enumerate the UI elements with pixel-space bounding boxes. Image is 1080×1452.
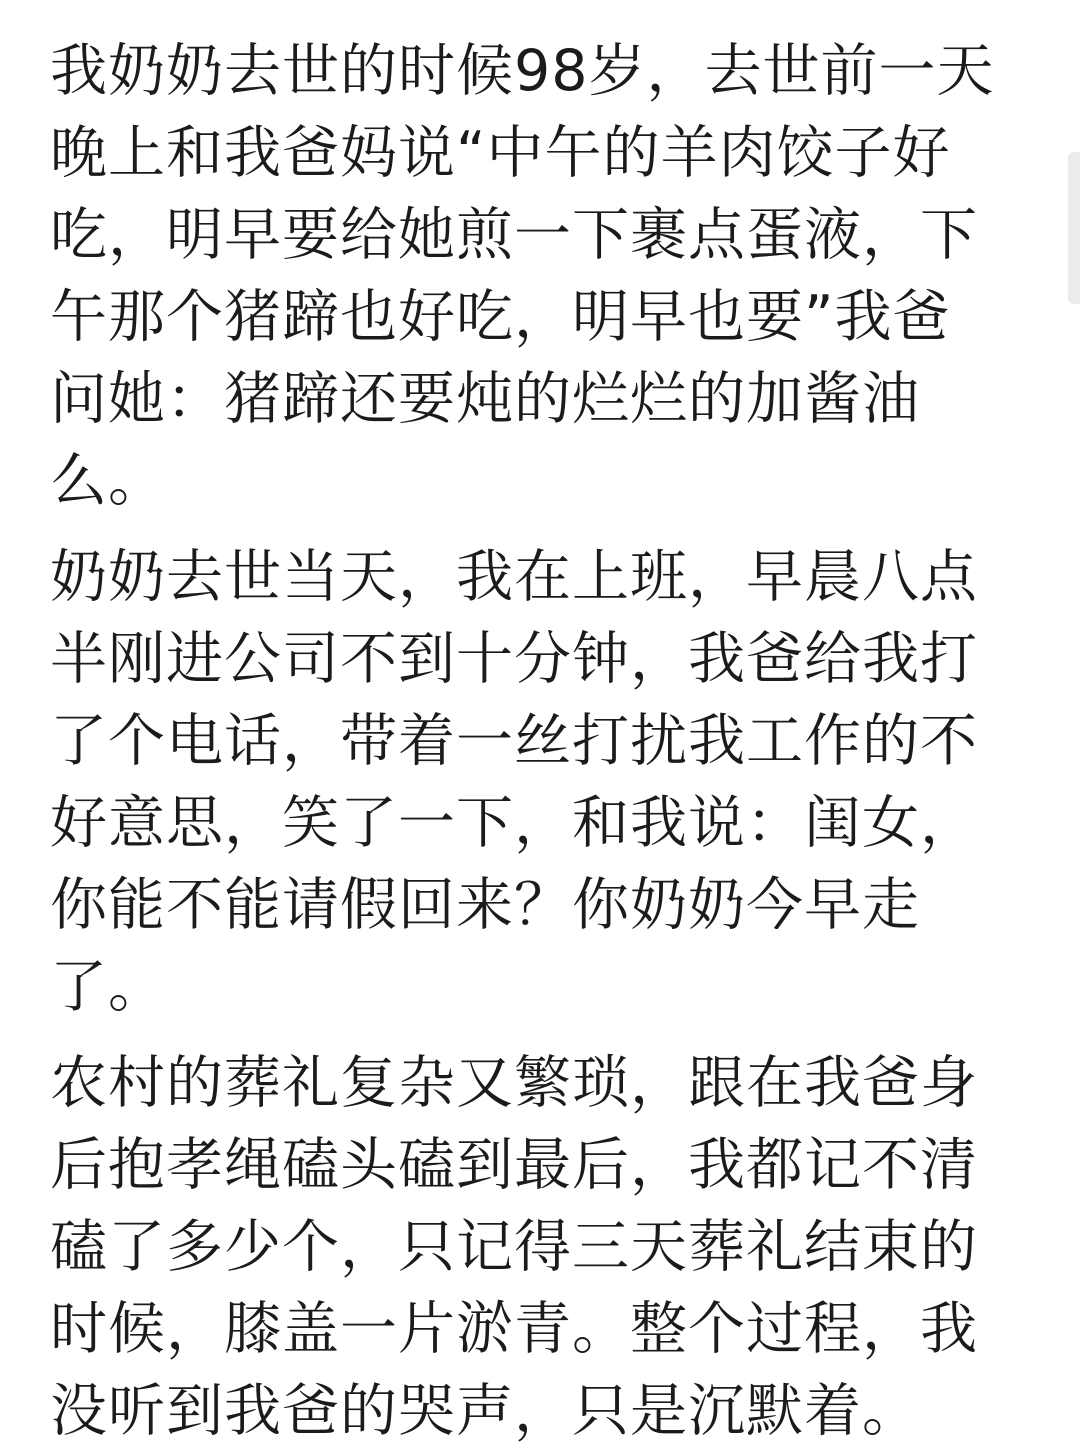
paragraph-3 <box>50 1042 980 1452</box>
text-line: 我奶奶去世的时候98岁，去世前一天 <box>50 38 995 104</box>
text-line: 没听到我爸的哭声，只是沉默着。 <box>50 1378 920 1444</box>
article-body <box>50 30 995 1452</box>
paragraph-1 <box>50 30 995 522</box>
text-line: 半刚进公司不到十分钟，我爸给我打 <box>50 626 978 692</box>
text-line: 吃，明早要给她煎一下裹点蛋液，下 <box>50 202 978 268</box>
text-line: 问她：猪蹄还要炖的烂烂的加酱油 <box>50 366 920 432</box>
text-line: 晚上和我爸妈说“中午的羊肉饺子好 <box>50 120 951 186</box>
text-line: 后抱孝绳磕头磕到最后，我都记不清 <box>50 1132 978 1198</box>
text-line: 时候，膝盖一片淤青。整个过程，我 <box>50 1296 978 1362</box>
paragraph-2 <box>50 536 980 1028</box>
text-line: 好意思，笑了一下，和我说：闺女， <box>50 790 978 856</box>
text-line: 你能不能请假回来？你奶奶今早走 <box>50 872 920 938</box>
text-line: 农村的葬礼复杂又繁琐，跟在我爸身 <box>50 1050 978 1116</box>
text-line: 午那个猪蹄也好吃，明早也要”我爸 <box>50 284 951 350</box>
text-line: 了。 <box>50 954 166 1020</box>
scrollbar-thumb[interactable] <box>1068 152 1080 304</box>
text-line: 磕了多少个，只记得三天葬礼结束的 <box>50 1214 978 1280</box>
text-line: 么。 <box>50 448 166 514</box>
text-line: 奶奶去世当天，我在上班，早晨八点 <box>50 544 978 610</box>
text-line: 了个电话，带着一丝打扰我工作的不 <box>50 708 978 774</box>
